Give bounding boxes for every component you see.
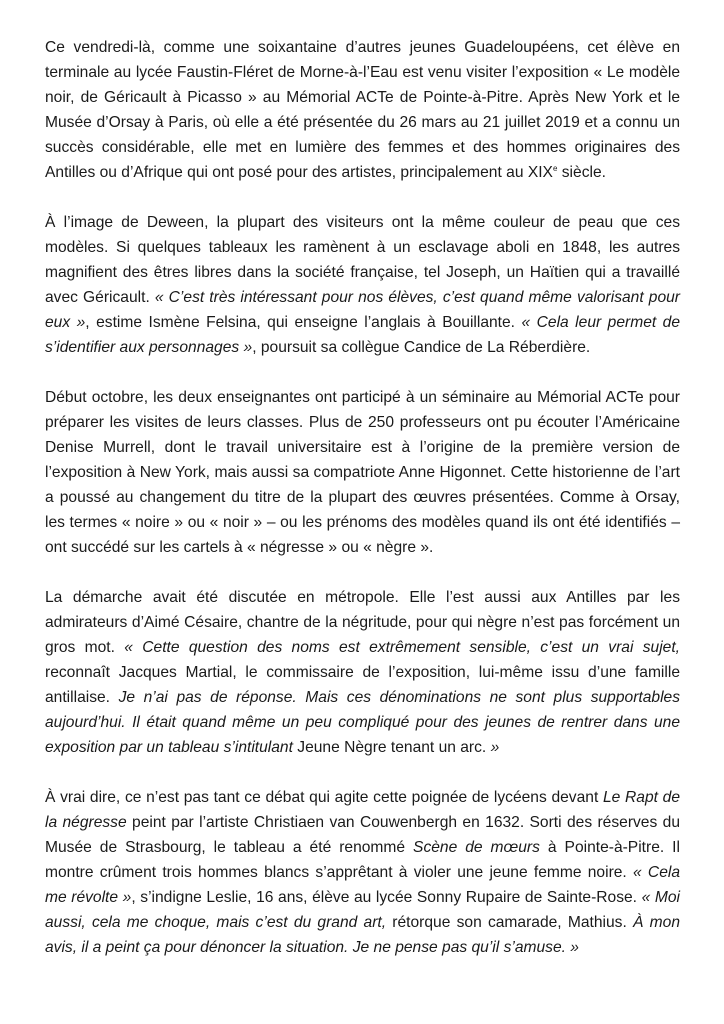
paragraph-text: La démarche avait été discutée en métropole. Elle l’est aussi aux Antilles par les admirateurs d’Aimé Césaire, chantre de la négritude, pour qui nègre n’est pas forcément un gros mot. [45,589,680,656]
paragraph-text: Début octobre, les deux enseignantes ont participé à un séminaire au Mémorial ACTe pour préparer les visites de leurs classes. Plus de 250 professeurs ont pu écouter l’Américaine Denise Murrell, dont le travail universitaire est à l’origine de la première version de l’exposition à New York, mais aussi sa compatriote Anne Higonnet. Cette historienne de l’art a poussé au changement du titre de la plupart des œuvres présentées. Comme à Orsay, les termes « noire » ou « noir » – ou les prénoms des modèles quand ils ont été identifiés – ont succédé sur les cartels à « négresse » ou « nègre ». [45,389,680,556]
paragraph-text: Jeune Nègre tenant un arc. [292,739,491,756]
quote-text: « Cela me révolte » [45,864,681,906]
quote-text: « Cette question des noms est extrêmement sensible, c’est un vrai sujet, [124,639,680,656]
artwork-title: Scène de mœurs [413,839,540,856]
article-body [45,35,680,960]
paragraph-text: , s’indigne Leslie, 16 ans, élève au lycée Sonny Rupaire de Sainte-Rose. [131,889,642,906]
paragraph-text: , estime Ismène Felsina, qui enseigne l’anglais à Bouillante. [85,314,522,331]
artwork-title: Le Rapt de la négresse [45,789,681,831]
quote-text: Je n’ai pas de réponse. Mais ces dénominations ne sont plus supportables aujourd’hui. Il était quand même un peu compliqué pour des jeunes de rentrer dans une exposition par un tableau s’intitulant [45,689,681,756]
paragraph-text: À vrai dire, ce n’est pas tant ce débat qui agite cette poignée de lycéens devant [45,789,603,806]
paragraph-text: À l’image de Deween, la plupart des visiteurs ont la même couleur de peau que ces modèles. Si quelques tableaux les ramènent à un esclavage aboli en 1848, les autres magnifient des êtres libres dans la société française, tel Joseph, un Haïtien qui a travaillé avec Géricault. [45,214,680,306]
quote-text: » [490,739,500,756]
paragraph-text: Ce vendredi-là, comme une soixantaine d’autres jeunes Guadeloupéens, cet élève en terminale au lycée Faustin-Fléret de Morne-à-l’Eau est venu visiter l’exposition « Le modèle noir, de Géricault à Picasso » au Mémorial ACTe de Pointe-à-Pitre. Après New York et le Musée d’Orsay à Paris, où elle a été présentée du 26 mars au 21 juillet 2019 et a connu un succès considérable, elle met en lumière des femmes et des hommes originaires des Antilles ou d’Afrique qui ont posé pour des artistes, principalement au XIX [45,39,680,181]
quote-text: À mon avis, il a peint ça pour dénoncer la situation. Je ne pense pas qu’il s’amuse. » [45,914,680,956]
paragraph-3 [45,385,680,560]
paragraph-text: peint par l’artiste Christiaen van Couwenbergh en 1632. Sorti des réserves du Musée de Strasbourg, le tableau a été renommé [45,814,680,856]
quote-text: « C’est très intéressant pour nos élèves, c’est quand même valorisant pour eux » [45,289,680,331]
quote-text: « Cela leur permet de s’identifier aux personnages » [45,314,681,356]
paragraph-1 [45,35,680,185]
paragraph-text: , poursuit sa collègue Candice de La Réberdière. [252,339,591,356]
paragraph-text: reconnaît Jacques Martial, le commissaire de l’exposition, lui-même issu d’une famille antillaise. [45,664,680,706]
paragraph-2 [45,210,680,360]
paragraph-text: rétorque son camarade, Mathius. [386,914,634,931]
paragraph-text: siècle. [557,164,606,181]
paragraph-text: à Pointe-à-Pitre. Il montre crûment trois hommes blancs s’apprêtant à violer une jeune femme noire. [45,839,680,881]
superscript-e: e [552,164,558,173]
quote-text: « Moi aussi, cela me choque, mais c’est du grand art, [45,889,681,931]
paragraph-5 [45,785,680,960]
paragraph-4 [45,585,680,760]
